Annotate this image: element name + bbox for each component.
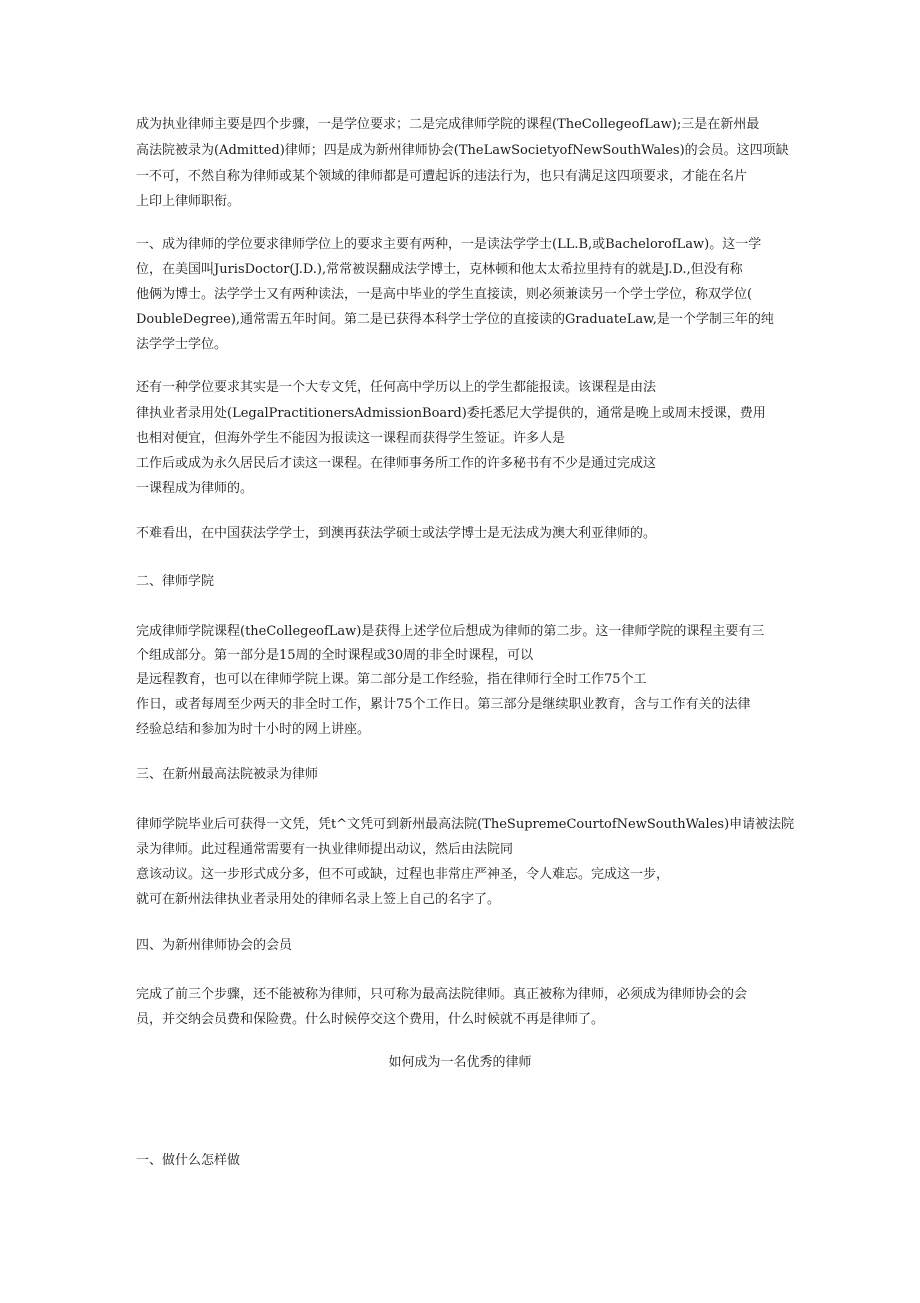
section1b-line: 还有一种学位要求其实是一个大专文凭，任何高中学历以上的学生都能报读。该课程是由法 [136,380,657,395]
intro-line: 一不可，不然自称为律师或某个领域的律师都是可遭起诉的违法行为，也只有满足这四项要求，才能在名片 [136,169,748,184]
section2-heading: 二、律师学院 [136,574,215,589]
intro-line: 高法院被录为(Admitted)律师；四是成为新州律师协会(TheLawSocietyofNewSouthWales)的会员。这四项缺 [136,143,789,158]
section1b-line: 也相对便宜，但海外学生不能因为报读这一课程而获得学生签证。许多人是 [136,431,566,446]
section1-line: 法学学士学位。 [136,337,228,352]
intro-line: 上印上律师职衔。 [136,194,241,209]
section1-line: 一、成为律师的学位要求律师学位上的要求主要有两种，一是读法学学士(LL.B,或BachelorofLaw)。这一学 [136,237,762,252]
section2-line: 经验总结和参加为时十小时的网上讲座。 [136,722,371,737]
section3-line: 律师学院毕业后可获得一文凭，凭t^文凭可到新州最高法院(TheSupremeCourtofNewSouthWales)申请被法院 [136,817,795,832]
section1b-line: 一课程成为律师的。 [136,481,254,496]
section2-line: 个组成部分。第一部分是15周的全时课程或30周的非全时课程，可以 [136,648,534,663]
section3-line: 录为律师。此过程通常需要有一执业律师提出动议，然后由法院同 [136,842,514,857]
section2-line: 完成律师学院课程(theCollegeofLaw)是获得上述学位后想成为律师的第二步。这一律师学院的课程主要有三 [136,624,765,639]
section1b-line: 工作后或成为永久居民后才读这一课程。在律师事务所工作的许多秘书有不少是通过完成这 [136,456,657,471]
conclusion-line: 不难看出，在中国获法学学士，到澳再获法学硕士或法学博士是无法成为澳大利亚律师的。 [136,526,657,541]
section4-line: 员，并交纳会员费和保险费。什么时候停交这个费用，什么时候就不再是律师了。 [136,1012,605,1027]
section2-line: 是远程教育，也可以在律师学院上课。第二部分是工作经验，指在律师行全时工作75个工 [136,672,647,687]
intro-line: 成为执业律师主要是四个步骤，一是学位要求；二是完成律师学院的课程(TheCollegeofLaw);三是在新州最 [136,117,760,132]
section4-line: 完成了前三个步骤，还不能被称为律师，只可称为最高法院律师。真正被称为律师，必须成为律师协会的会 [136,987,748,1002]
section3-heading: 三、在新州最高法院被录为律师 [136,767,319,782]
section3-line: 意该动议。这一步形式成分多，但不可或缺，过程也非常庄严神圣，令人难忘。完成这一步， [136,867,670,882]
section4-heading: 四、为新州律师协会的会员 [136,938,293,953]
section1-line: 他俩为博士。法学学士又有两种读法，一是高中毕业的学生直接读，则必须兼读另一个学士学位，称双学位( [136,287,753,302]
section1-line: 位，在美国叫JurisDoctor(J.D.),常常被误翻成法学博士，克林顿和他太太希拉里持有的就是J.D.,但没有称 [136,262,743,277]
subtitle: 如何成为一名优秀的律师 [388,1055,532,1070]
section3-line: 就可在新州法律执业者录用处的律师名录上签上自己的名字了。 [136,892,501,907]
section5-heading: 一、做什么怎样做 [136,1153,241,1168]
section2-line: 作日，或者每周至少两天的非全时工作，累计75个工作日。第三部分是继续职业教育，含与工作有关的法律 [136,697,751,712]
section1-line: DoubleDegree),通常需五年时间。第二是已获得本科学士学位的直接读的GraduateLaw,是一个学制三年的纯 [136,312,774,327]
section1b-line: 律执业者录用处(LegalPractitionersAdmissionBoard)委托悉尼大学提供的，通常是晚上或周末授课，费用 [136,406,766,421]
